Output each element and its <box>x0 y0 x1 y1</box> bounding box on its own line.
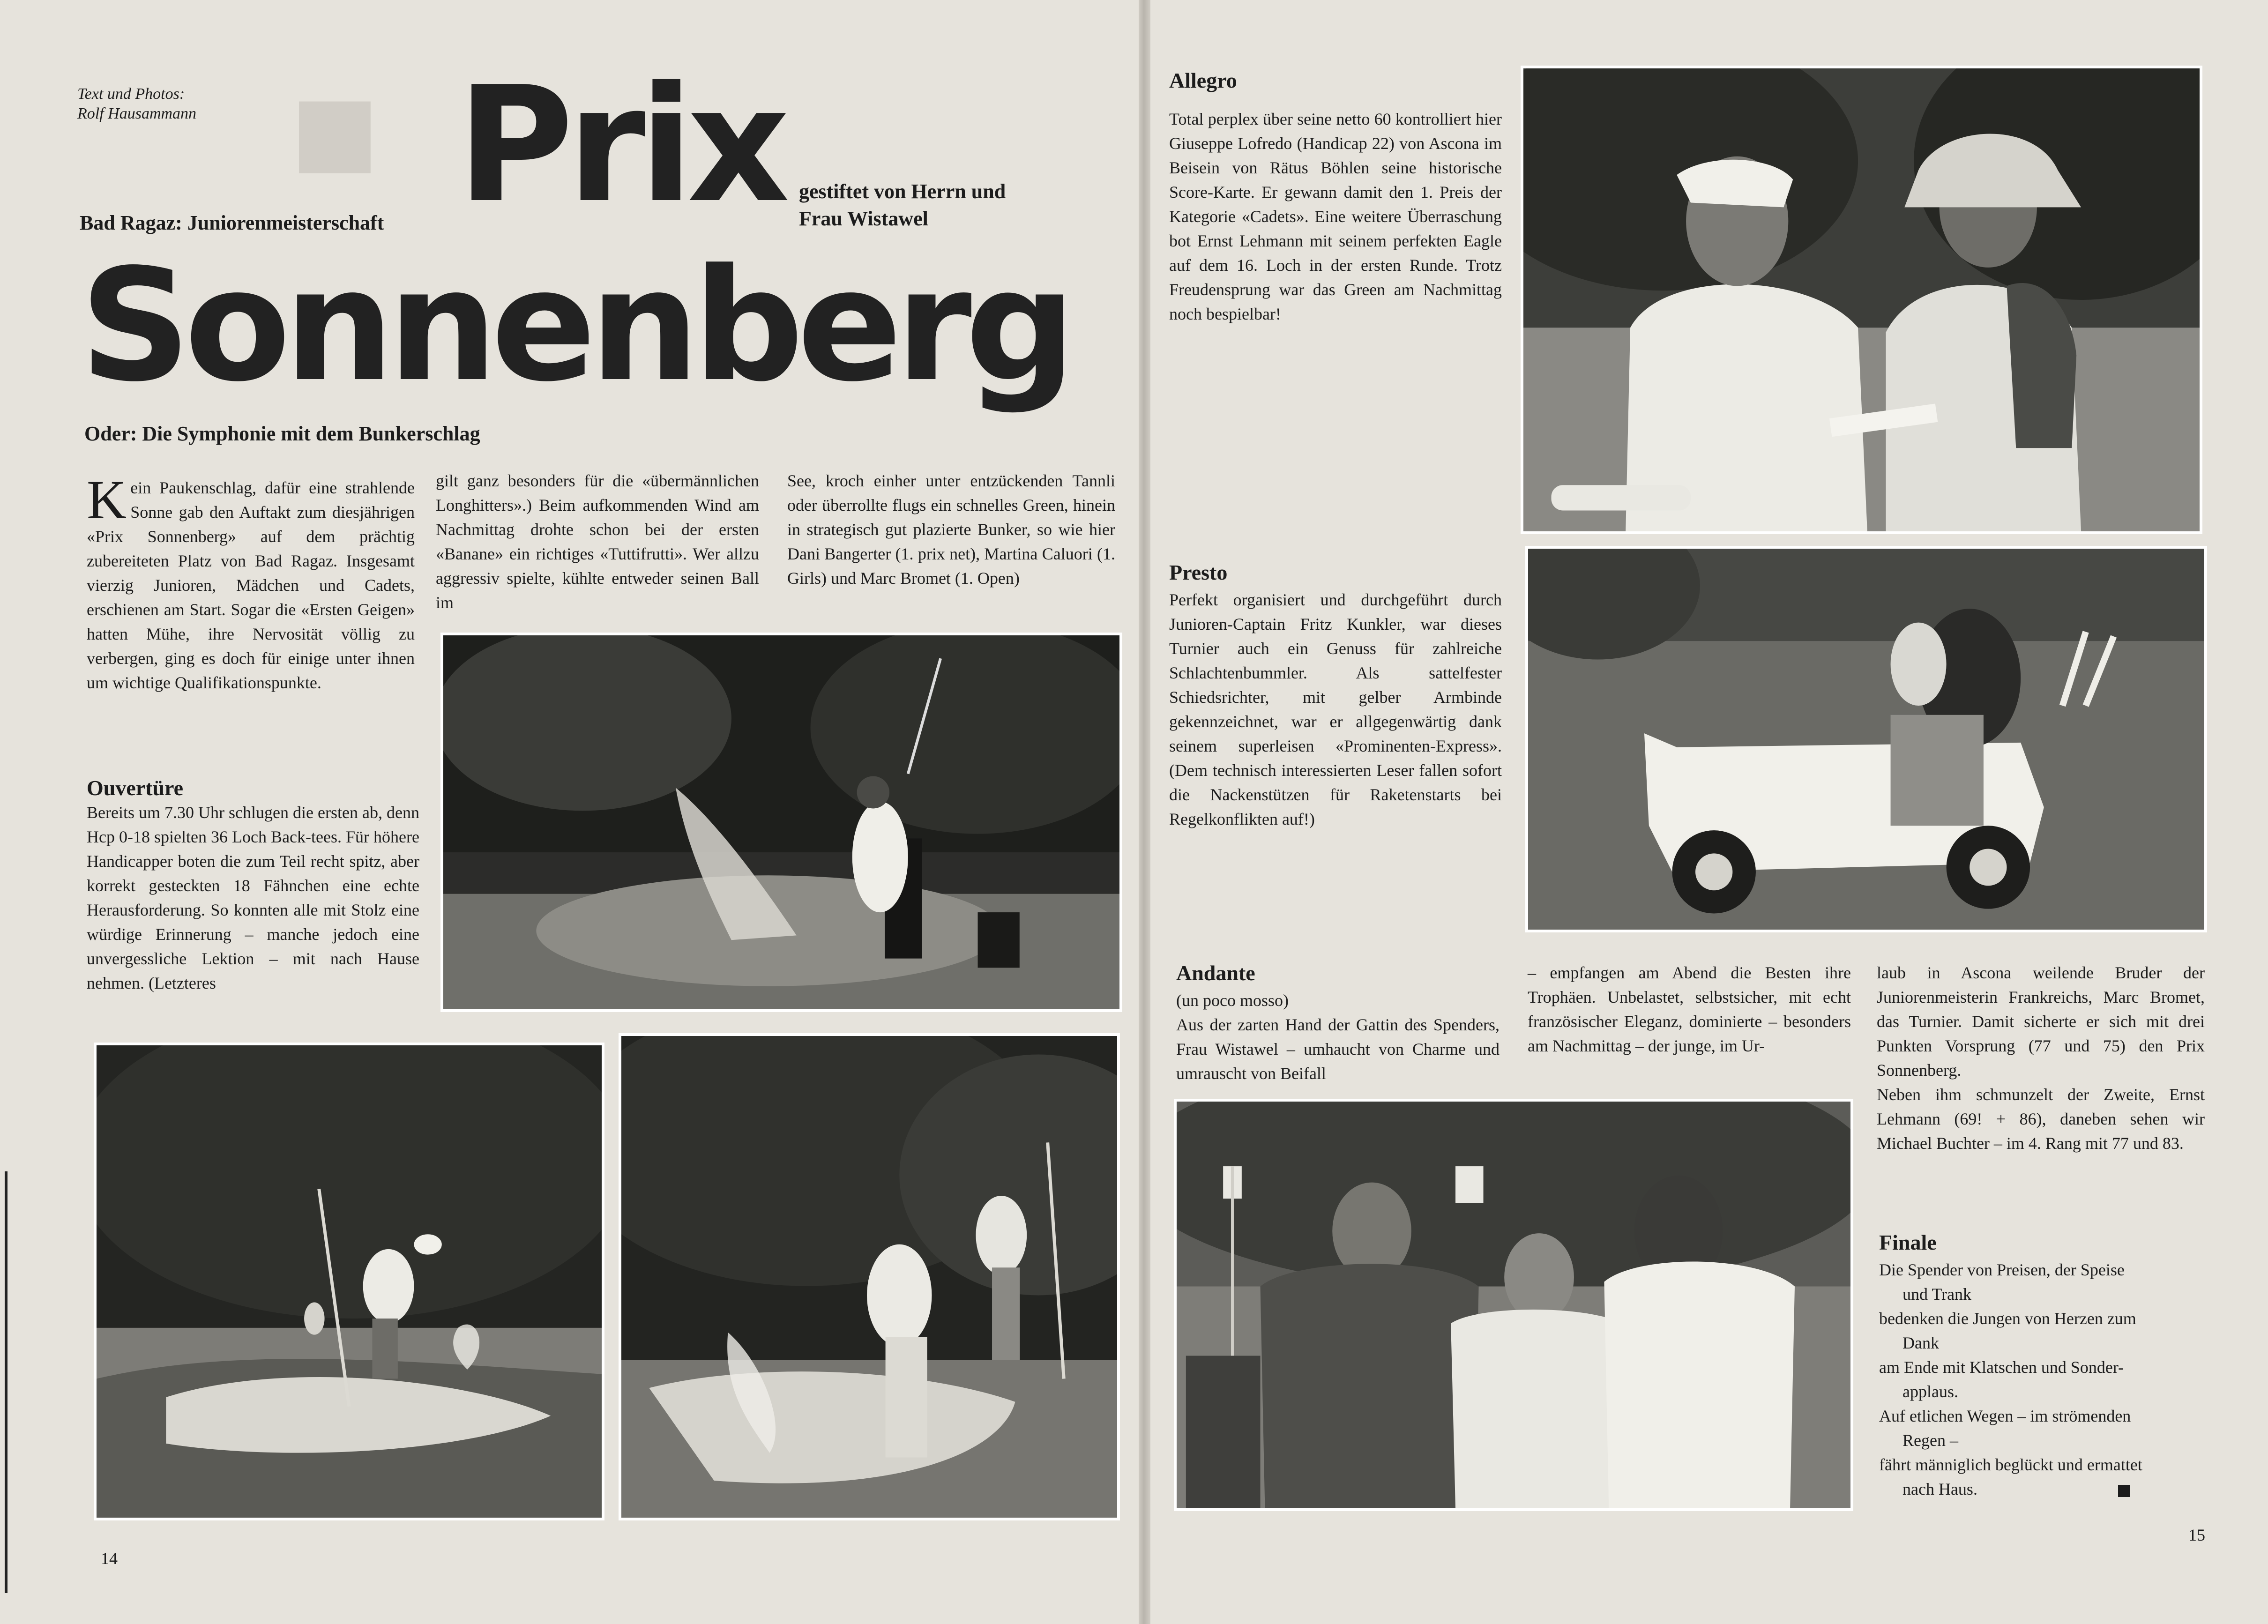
finale-line-6: applaus. <box>1902 1382 1958 1401</box>
finale-line-10: nach Haus. <box>1902 1480 1977 1498</box>
player-bunker-photo-left <box>94 1043 604 1520</box>
title-prix: Prix <box>457 52 783 238</box>
scorecard-photo <box>1521 66 2202 534</box>
andante-column-1 <box>1176 961 1500 1086</box>
kicker: Bad Ragaz: Juniorenmeisterschaft <box>80 211 384 234</box>
allegro-heading: Allegro <box>1169 68 1237 92</box>
spine-gutter <box>1139 0 1150 1624</box>
ouverture-heading: Ouvertüre <box>87 776 184 800</box>
golf-cart-photo <box>1525 546 2207 932</box>
sponsor-line-2: Frau Wistawel <box>799 207 928 230</box>
finale-line-1: Die Spender von Preisen, der Speise <box>1879 1260 2125 1279</box>
photo-credit <box>77 84 196 124</box>
right-page <box>1150 0 2268 1624</box>
finale-line-2: und Trank <box>1902 1285 1972 1304</box>
intro-column-2 <box>436 469 759 615</box>
finale-heading: Finale <box>1879 1230 1937 1254</box>
ouverture-text: Bereits um 7.30 Uhr schlugen die ersten ab, denn Hcp 0-18 spielten 36 Loch Back-tees. Für höhere Handicapper boten die zum Teil recht spitz, aber korrekt gesteckten 18 Fähnchen eine echte Herausforderung. So konnten alle mit Stolz eine würdige Erinnerung – manche jedoch eine unvergessliche Lektion – mit nach Hause nehmen. (Letzteres <box>87 803 419 992</box>
end-mark-icon <box>2118 1485 2130 1497</box>
allegro-text: Total perplex über seine netto 60 kontrolliert hier Giuseppe Lofredo (Handicap 22) von Ascona im Beisein von Rätus Böhlen seine historische Score-Karte. Er gewann damit den 1. Preis der Kategorie «Cadets». Eine weitere Überraschung bot Ernst Lehmann mit seinem perfekten Eagle auf dem 16. Loch in der ersten Runde. Trotz Freudensprung war das Green am Nachmittag noch bespielbar! <box>1169 110 1502 323</box>
intro-text-3: See, kroch einher unter entzückenden Tannli oder überrollte flugs ein schnelles Green, hinein in strategisch gut plazierte Bunker, so wie hier Dani Bangerter (1. prix net), Martina Caluori (1. Girls) und Marc Bromet (1. Open) <box>787 471 1115 588</box>
bunker-shot-photo <box>440 633 1122 1012</box>
finale-line-8: Regen – <box>1902 1431 1958 1450</box>
page-number-left: 14 <box>101 1549 118 1568</box>
page-number-right: 15 <box>2188 1526 2205 1544</box>
andante-text-1: Aus der zarten Hand der Gattin des Spenders, Frau Wistawel – umhaucht von Charme und umrauscht von Beifall <box>1176 1015 1500 1083</box>
finale-line-9: fährt männiglich beglückt und ermattet <box>1879 1455 2142 1474</box>
player-bunker-photo-right <box>619 1033 1120 1520</box>
andante-text-2: – empfangen am Abend die Besten ihre Trophäen. Unbelastet, selbstsicher, mit echt französischer Eleganz, dominierte – besonders am Nachmittag – der junge, im Ur- <box>1528 963 1851 1055</box>
allegro-section <box>1169 68 1502 326</box>
presto-section <box>1169 560 1502 831</box>
andante-text-3a: laub in Ascona weilende Bruder der Juniorenmeisterin Frankreichs, Marc Bromet, das Turnier. Damit sicherte er sich mit drei Punkten Vorsprung (77 und 75) den Prix Sonnenberg. <box>1877 963 2205 1080</box>
title-sonnenberg: Sonnenberg <box>80 236 1069 416</box>
andante-column-2 <box>1528 961 1851 1058</box>
show-through-decoration: ■ <box>291 75 379 184</box>
presto-heading: Presto <box>1169 560 1228 584</box>
andante-tempo: (un poco mosso) <box>1176 991 1289 1010</box>
intro-text-2: gilt ganz besonders für die «übermännlichen Longhitters».) Beim aufkommenden Wind am Nachmittag drohte schon bei der ersten «Banane» ein richtiges «Tuttifrutti». Wer allzu aggressiv spielte, kühlte entweder seinen Ball im <box>436 471 759 612</box>
ouverture-section <box>87 775 419 995</box>
sponsor-note <box>799 178 1006 232</box>
intro-text-1: ein Paukenschlag, dafür eine strahlende Sonne gab den Auftakt zum diesjährigen «Prix Sonnenberg» auf dem prächtig zubereiteten Platz von Bad Ragaz. Insgesamt vierzig Junioren, Mädchen und Cadets, erschienen am Start. Sogar die «Ersten Geigen» hatten Mühe, ihre Nervosität völlig zu verbergen, ging es doch für einige unter ihnen um wichtige Qualifikationspunkte. <box>87 478 415 692</box>
credit-line-1: Text und Photos: <box>77 85 185 103</box>
finale-line-5: am Ende mit Klatschen und Sonder- <box>1879 1358 2124 1377</box>
andante-column-3 <box>1877 961 2205 1155</box>
intro-column-1 <box>87 469 415 695</box>
sponsor-line-1: gestiftet von Herrn und <box>799 180 1006 203</box>
finale-line-4: Dank <box>1902 1333 1939 1352</box>
finale-line-3: bedenken die Jungen von Herzen zum <box>1879 1309 2136 1328</box>
finale-line-7: Auf etlichen Wegen – im strömenden <box>1879 1407 2131 1425</box>
andante-heading: Andante <box>1176 961 1255 985</box>
finale-poem <box>1879 1258 2207 1501</box>
intro-column-3 <box>787 469 1115 590</box>
finale-section <box>1879 1230 2207 1501</box>
andante-text-3b: Neben ihm schmunzelt der Zweite, Ernst Lehmann (69! + 86), daneben sehen wir Michael Buchter – im 4. Rang mit 77 und 83. <box>1877 1085 2205 1153</box>
drop-cap: K <box>87 469 127 530</box>
page-edge-bar <box>5 1171 7 1593</box>
presto-text: Perfekt organisiert und durchgeführt durch Junioren-Captain Fritz Kunkler, war dieses Turnier auch ein Genuss für zahlreiche Schlachtenbummler. Als sattelfester Schiedsrichter, mit gelber Armbinde gekennzeichnet, war er allgegenwärtig dank seinem superleisen «Prominenten-Express». (Dem technisch interessierten Leser fallen sofort die Nackenstützen für Raketenstarts bei Regelkonflikten auf!) <box>1169 590 1502 828</box>
winners-photo <box>1174 1099 1853 1511</box>
subtitle: Oder: Die Symphonie mit dem Bunkerschlag <box>84 422 480 445</box>
credit-line-2: Rolf Hausammann <box>77 105 197 122</box>
